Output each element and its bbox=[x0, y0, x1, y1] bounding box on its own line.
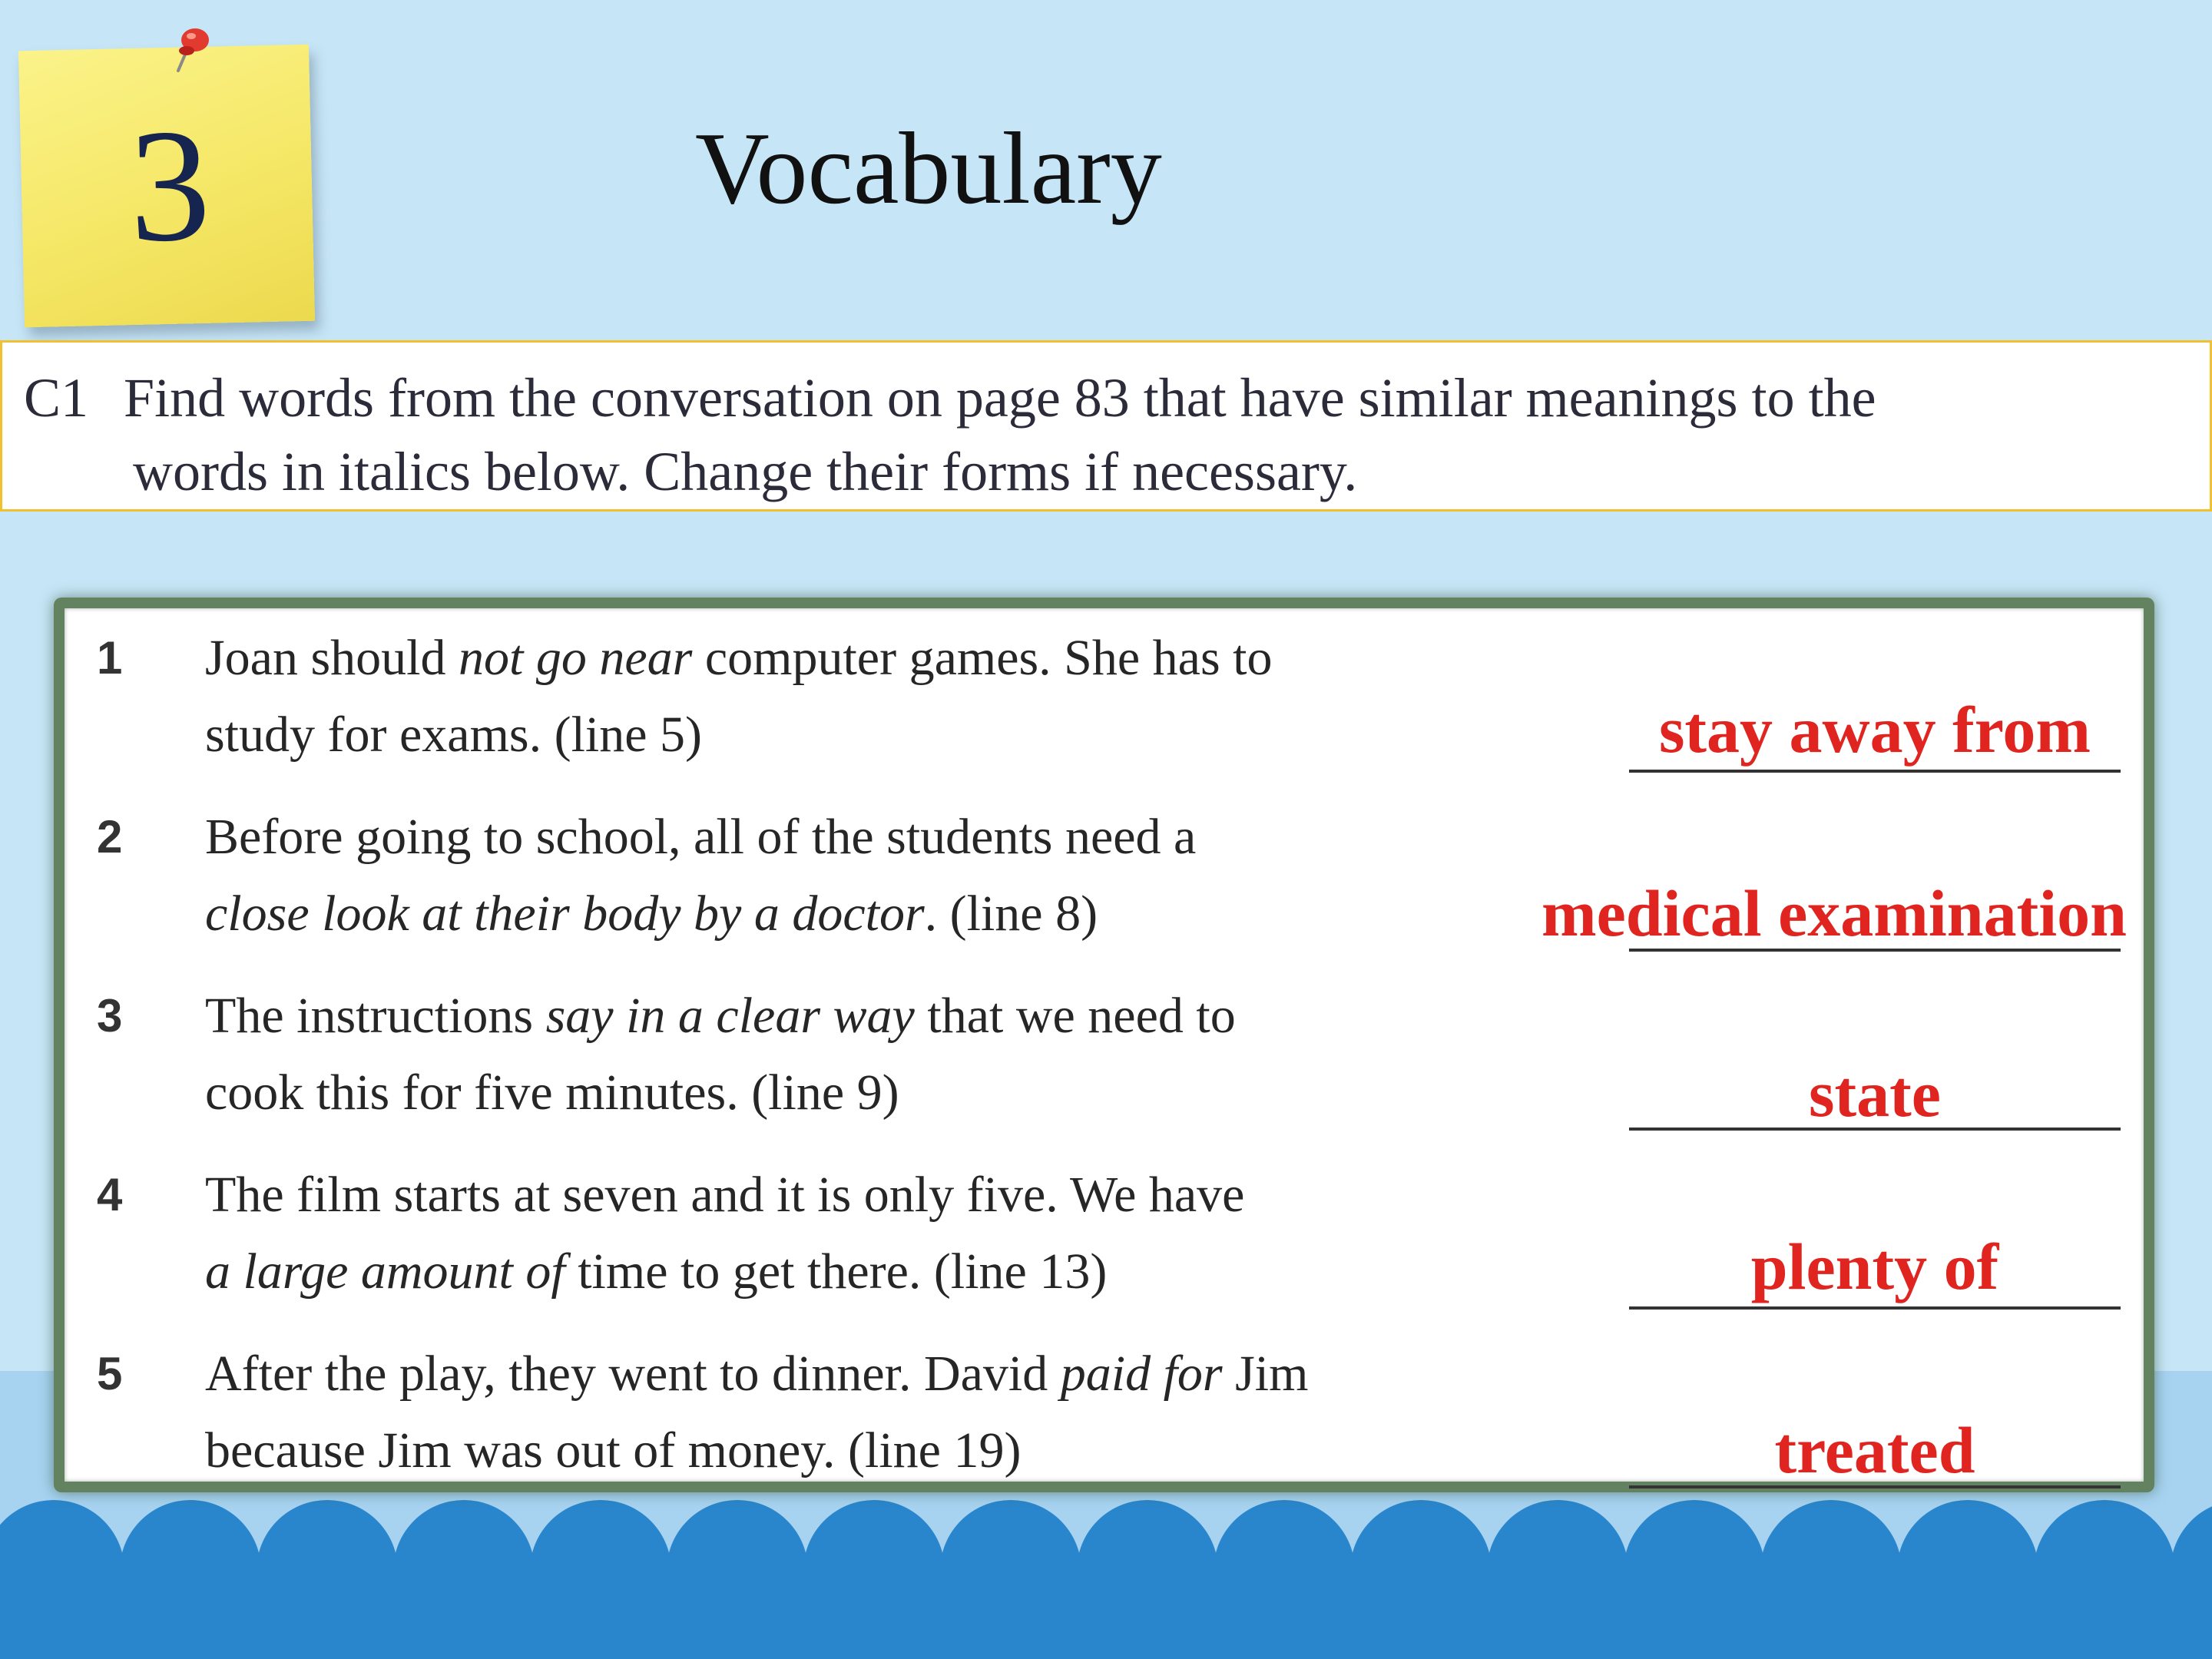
item-number: 2 bbox=[97, 811, 123, 863]
instruction-line-2: words in italics below. Change their forms if necessary. bbox=[133, 441, 1358, 502]
item-number: 4 bbox=[97, 1169, 123, 1220]
instruction-line-1: C1 Find words from the conversation on page 83 that have similar meanings to the bbox=[24, 367, 1876, 429]
exercise-item-4 bbox=[65, 1157, 2144, 1335]
item-sentence: The film starts at seven and it is only five. We have a large amount of time to get there. (line 13) bbox=[205, 1167, 1245, 1300]
slide-title: Vocabulary bbox=[695, 111, 1162, 225]
section-number: 3 bbox=[127, 95, 213, 276]
sticky-note bbox=[18, 45, 315, 327]
exercise-item-3 bbox=[65, 978, 2144, 1156]
item-number: 3 bbox=[97, 990, 123, 1041]
italic-phrase: a large amount of bbox=[205, 1243, 565, 1300]
item-sentence: After the play, they went to dinner. David paid for Jim because Jim was out of money. (line 19) bbox=[205, 1346, 1309, 1479]
exercise-item-2 bbox=[65, 799, 2144, 977]
exercise-item-5 bbox=[65, 1336, 2144, 1514]
push-pin-icon bbox=[164, 20, 218, 81]
italic-phrase: say in a clear way bbox=[545, 988, 915, 1044]
answer-text: stay away from bbox=[1658, 693, 2091, 767]
item-number: 1 bbox=[97, 632, 123, 684]
exercise-code: C1 bbox=[24, 367, 89, 429]
answer-blank bbox=[1629, 770, 2121, 773]
item-sentence: The instructions say in a clear way that we need to cook this for five minutes. (line 9) bbox=[205, 988, 1236, 1121]
item-sentence: Before going to school, all of the students need a close look at their body by a doctor. (line 8) bbox=[205, 809, 1197, 942]
item-number: 5 bbox=[97, 1348, 123, 1399]
exercise-item-1 bbox=[65, 620, 2144, 798]
answer-text: treated bbox=[1774, 1413, 1975, 1487]
answer-text: medical examination bbox=[1541, 876, 2127, 950]
answer-text: state bbox=[1809, 1057, 1941, 1131]
answer-blank bbox=[1629, 1306, 2121, 1310]
italic-phrase: close look at their body by a doctor bbox=[205, 886, 925, 942]
italic-phrase: paid for bbox=[1060, 1346, 1223, 1402]
answer-text: plenty of bbox=[1750, 1230, 1999, 1303]
exercise-panel bbox=[54, 598, 2154, 1492]
item-sentence: Joan should not go near computer games. She has to study for exams. (line 5) bbox=[205, 630, 1273, 763]
instruction-box bbox=[0, 340, 2212, 512]
italic-phrase: not go near bbox=[459, 630, 693, 686]
wave-decoration bbox=[0, 1498, 2212, 1659]
